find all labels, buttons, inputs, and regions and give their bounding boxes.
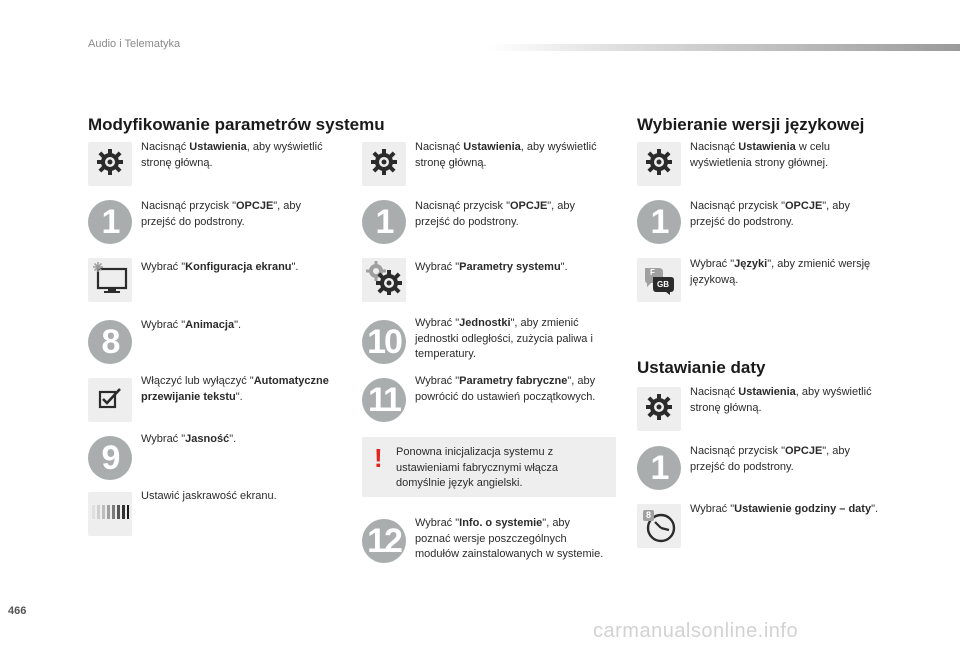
step-number-1: 1 bbox=[362, 200, 406, 244]
step-text: Wybrać "Info. o systemie", aby poznać wersje poszczególnych modułów zainstalowanych w systemie. bbox=[415, 517, 604, 560]
tile-settings bbox=[362, 142, 406, 186]
step-text: Wybrać "Parametry fabryczne", aby powrócić do ustawień początkowych. bbox=[415, 375, 596, 403]
settings-gear-icon bbox=[644, 147, 674, 182]
step-text: Ustawić jaskrawość ekranu. bbox=[141, 490, 277, 502]
step-text: Nacisnąć przycisk "OPCJE", aby przejść do podstrony. bbox=[141, 200, 302, 228]
tile-language bbox=[637, 258, 681, 302]
tile-settings bbox=[88, 142, 132, 186]
system-parameters-icon bbox=[365, 260, 403, 301]
brightness-bars-icon bbox=[90, 502, 130, 527]
step-text: Wybrać "Jasność". bbox=[141, 433, 237, 445]
settings-gear-icon bbox=[95, 147, 125, 182]
settings-gear-icon bbox=[369, 147, 399, 182]
step-number-10: 10 bbox=[362, 320, 406, 364]
tile-settings bbox=[637, 387, 681, 431]
step-number-11: 11 bbox=[362, 378, 406, 422]
clock-badge-label: 8 bbox=[646, 510, 652, 520]
flag-f-label: F bbox=[650, 268, 655, 277]
step-number-1: 1 bbox=[88, 200, 132, 244]
step-text: Wybrać "Parametry systemu". bbox=[415, 261, 568, 273]
section-header: Audio i Telematyka bbox=[88, 38, 181, 50]
tile-settings bbox=[637, 142, 681, 186]
step-text: Wybrać "Konfiguracja ekranu". bbox=[141, 261, 299, 273]
step-text: Nacisnąć przycisk "OPCJE", aby przejść do podstrony. bbox=[690, 200, 851, 228]
language-flags-icon bbox=[642, 265, 676, 295]
step-text: Nacisnąć Ustawienia w celu wyświetlenia strony głównej. bbox=[690, 141, 831, 169]
step-number-9: 9 bbox=[88, 436, 132, 480]
display-settings-icon bbox=[92, 261, 128, 300]
step-text: Nacisnąć Ustawienia, aby wyświetlić stronę główną. bbox=[690, 386, 872, 414]
page-number: 466 bbox=[8, 605, 27, 617]
watermark: carmanualsonline.info bbox=[593, 620, 799, 642]
step-number-12: 12 bbox=[362, 519, 406, 563]
checkbox-icon bbox=[98, 387, 122, 414]
header-rule bbox=[488, 44, 960, 51]
note-text: Ponowna inicjalizacja systemu z ustawieniami fabrycznymi włącza domyślnie język angielski. bbox=[396, 446, 558, 489]
step-text: Nacisnąć przycisk "OPCJE", aby przejść do podstrony. bbox=[415, 200, 576, 228]
step-text: Wybrać "Animacja". bbox=[141, 319, 242, 331]
step-text: Nacisnąć przycisk "OPCJE", aby przejść do podstrony. bbox=[690, 445, 851, 473]
flag-gb-label: GB bbox=[657, 280, 669, 289]
clock-icon bbox=[642, 509, 676, 543]
step-text: Wybrać "Jednostki", aby zmienić jednostki odległości, zużycia paliwa i temperatury. bbox=[415, 317, 593, 360]
step-number-1: 1 bbox=[637, 446, 681, 490]
settings-gear-icon bbox=[644, 392, 674, 427]
step-number-8: 8 bbox=[88, 320, 132, 364]
step-text: Nacisnąć Ustawienia, aby wyświetlić stronę główną. bbox=[415, 141, 597, 169]
title-system-params: Modyfikowanie parametrów systemu bbox=[88, 115, 385, 134]
title-language: Wybieranie wersji językowej bbox=[637, 115, 865, 134]
tile-system-params bbox=[362, 258, 406, 302]
tile-clock bbox=[637, 504, 681, 548]
tile-display bbox=[88, 258, 132, 302]
step-text: Nacisnąć Ustawienia, aby wyświetlić stronę główną. bbox=[141, 141, 323, 169]
title-date: Ustawianie daty bbox=[637, 358, 766, 377]
tile-checkbox bbox=[88, 378, 132, 422]
exclamation-icon: ! bbox=[374, 443, 383, 473]
tile-brightness bbox=[88, 492, 132, 536]
step-number-1: 1 bbox=[637, 200, 681, 244]
step-text: Wybrać "Języki", aby zmienić wersję językową. bbox=[690, 258, 871, 286]
info-note bbox=[362, 437, 616, 497]
step-text: Włączyć lub wyłączyć "Automatyczne przewijanie tekstu". bbox=[141, 375, 329, 403]
step-text: Wybrać "Ustawienie godziny – daty". bbox=[690, 503, 879, 515]
